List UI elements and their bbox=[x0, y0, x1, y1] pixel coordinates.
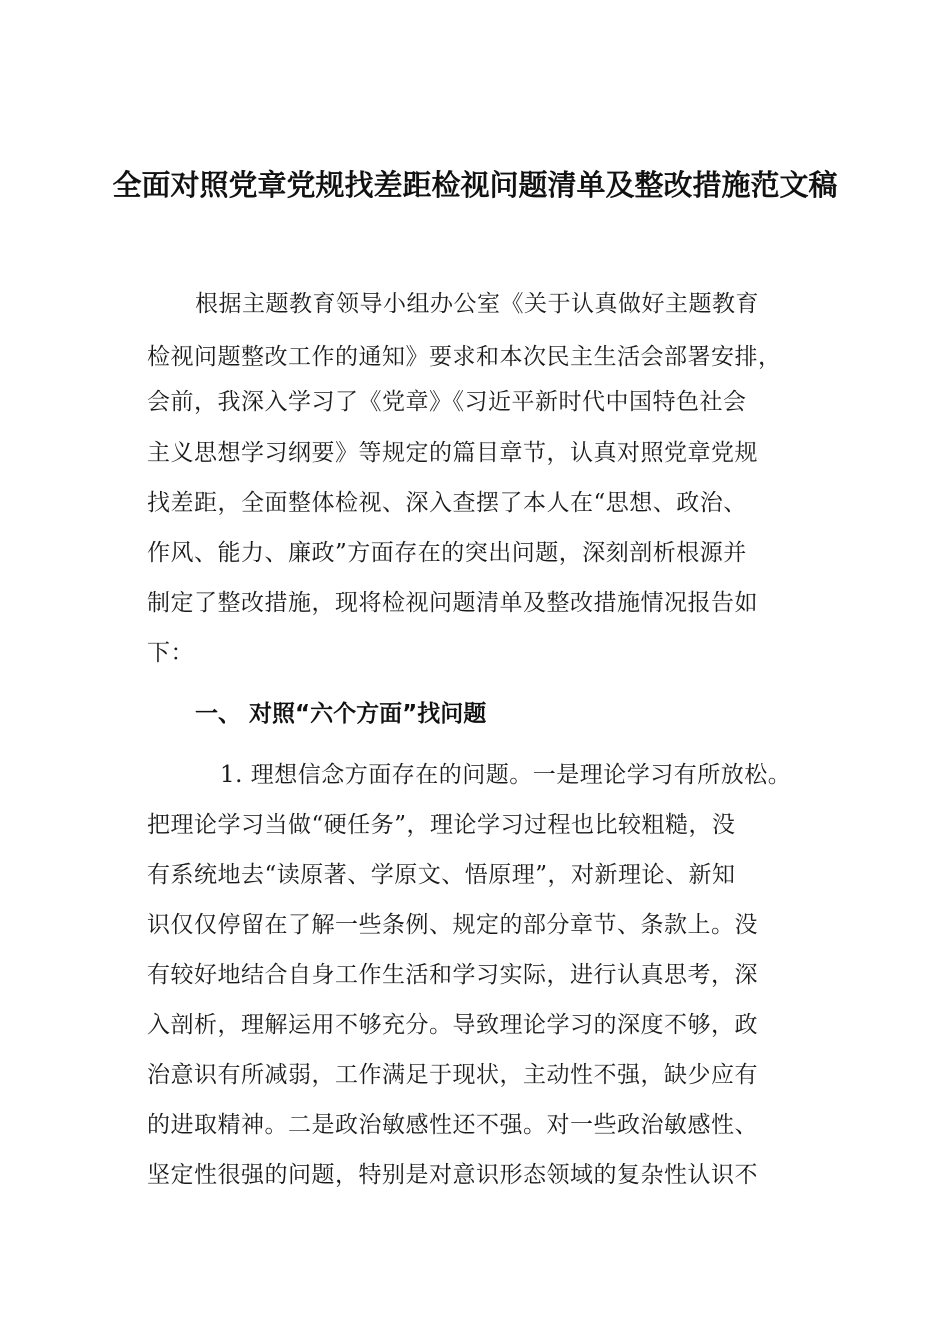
intro-line: 根据主题教育领导小组办公室《关于认真做好主题教育 bbox=[195, 291, 759, 317]
intro-line: 检视问题整改工作的通知》要求和本次民主生活会部署安排， bbox=[147, 344, 782, 370]
item-line: 坚定性很强的问题，特别是对意识形态领域的复杂性认识不 bbox=[147, 1162, 758, 1188]
intro-line: 作风、能力、廉政”方面存在的突出问题，深刻剖析根源并 bbox=[147, 540, 747, 566]
item-line: 的进取精神。二是政治敏感性还不强。对一些政治敏感性、 bbox=[147, 1112, 758, 1138]
item-line: 入剖析，理解运用不够充分。导致理论学习的深度不够，政 bbox=[147, 1012, 758, 1038]
item-line: 识仅仅停留在了解一些条例、规定的部分章节、条款上。没 bbox=[147, 912, 758, 938]
intro-line: 找差距，全面整体检视、深入查摆了本人在“思想、政治、 bbox=[147, 490, 747, 516]
item-line: 把理论学习当做“硬任务”，理论学习过程也比较粗糙，没 bbox=[147, 812, 736, 838]
intro-line: 主义思想学习纲要》等规定的篇目章节，认真对照党章党规 bbox=[147, 440, 758, 466]
item-line: 1. 理想信念方面存在的问题。一是理论学习有所放松。 bbox=[220, 762, 792, 788]
item-line: 治意识有所减弱，工作满足于现状，主动性不强，缺少应有 bbox=[147, 1062, 758, 1088]
intro-line: 制定了整改措施，现将检视问题清单及整改措施情况报告如 bbox=[147, 590, 758, 616]
intro-line: 下： bbox=[147, 640, 194, 666]
item-line: 有系统地去“读原著、学原文、悟原理”，对新理论、新知 bbox=[147, 862, 736, 888]
item-line: 有较好地结合自身工作生活和学习实际，进行认真思考，深 bbox=[147, 962, 758, 988]
document-title: 全面对照党章党规找差距检视问题清单及整改措施范文稿 bbox=[112, 168, 838, 202]
intro-line: 会前，我深入学习了《党章》《习近平新时代中国特色社会 bbox=[147, 389, 747, 415]
section-heading: 一、 对照“六个方面”找问题 bbox=[195, 701, 487, 727]
